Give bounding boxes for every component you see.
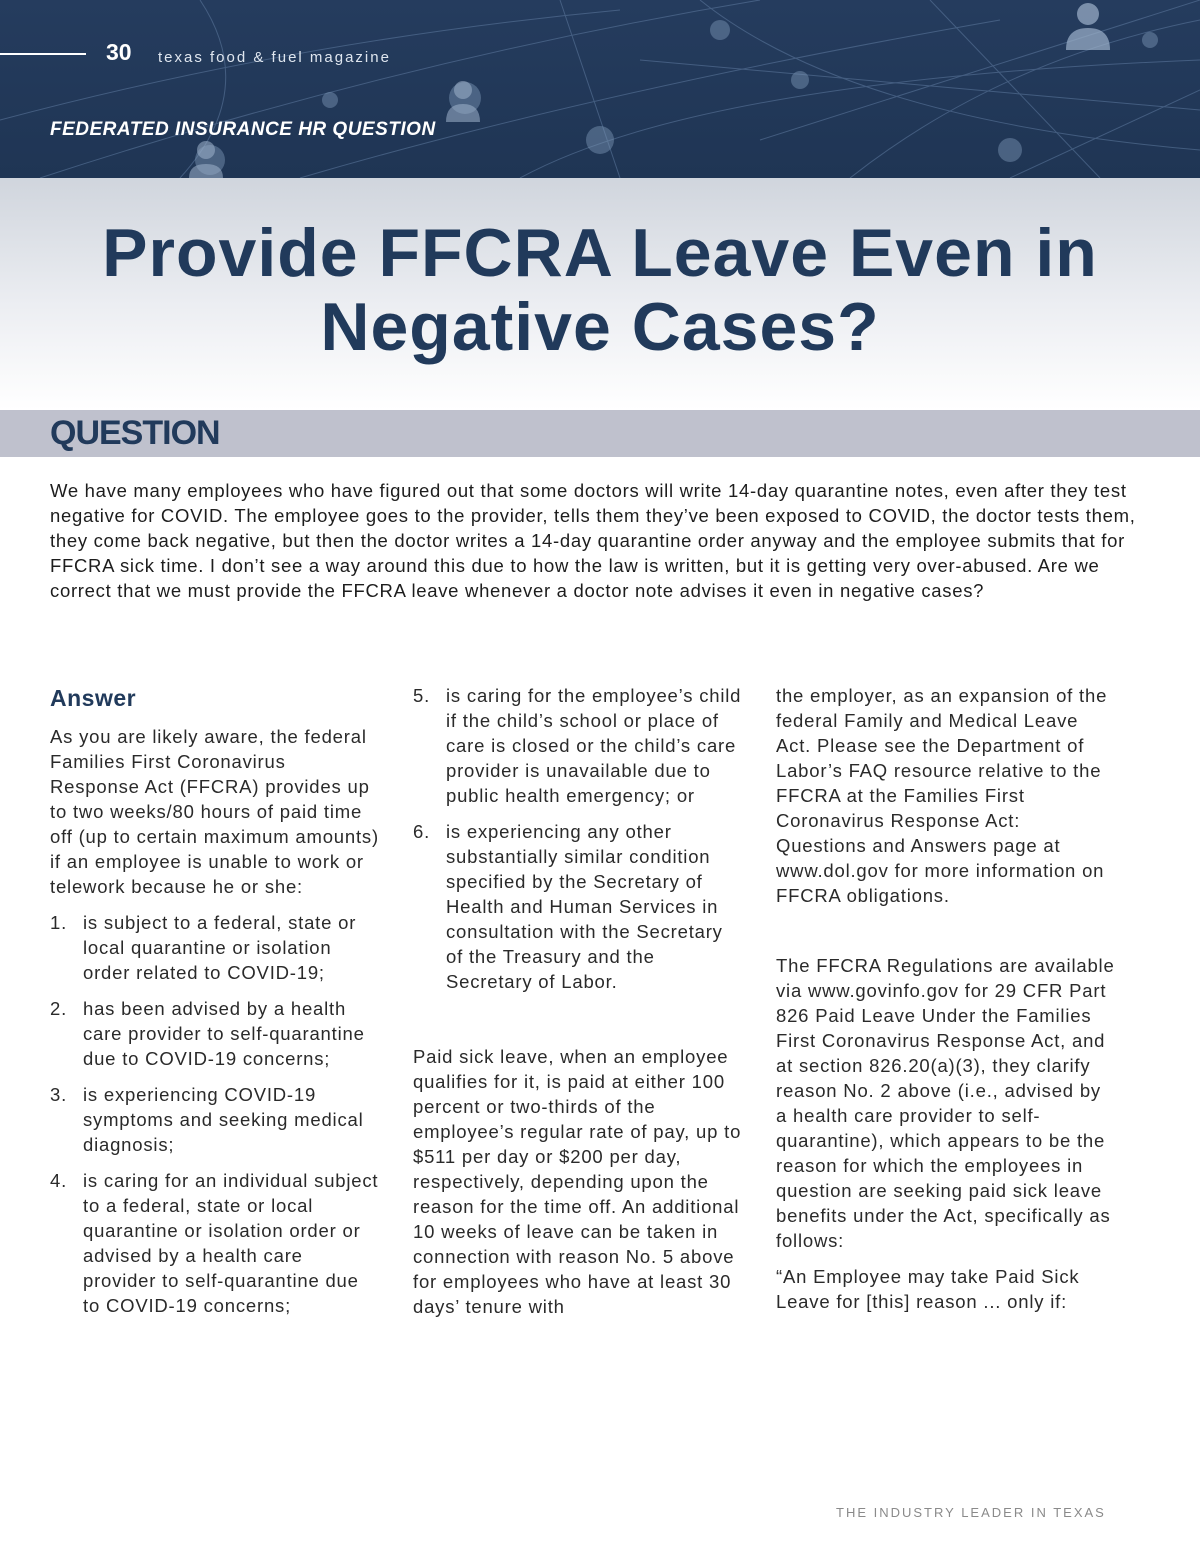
person-icon-group (189, 3, 1110, 178)
article-title: Provide FFCRA Leave Even in Negative Cases? (102, 215, 1098, 365)
list-item (50, 996, 380, 1071)
question-text: We have many employees who have figured out that some doctors will write 14-day quarantine notes, even after they test negative for COVID. The employee goes to the provider, tells them they’ve been exposed to COVID, the doctor tests them, they come back negative, but then the doctor writes a 14-day quarantine order anyway and the employee submits that for FFCRA sick time. I don’t see a way around this due to how the law is written, but it is getting very over-abused. Are we correct that we must provide the FFCRA leave whenever a doctor note advises it even in negative cases? (50, 480, 1136, 601)
header-rule (0, 53, 86, 55)
list-text: has been advised by a health care provider to self-quarantine due to COVID-19 concerns; (83, 998, 365, 1069)
section-kicker: FEDERATED INSURANCE HR QUESTION (50, 119, 436, 140)
list-text: is experiencing any other substantially similar condition specified by the Secretary of Health and Human Services in consultation with the Secretary of the Treasury and the Secretary of Labor. (446, 821, 723, 992)
answer-intro: As you are likely aware, the federal Families First Coronavirus Response Act (FFCRA) provides up to two weeks/80 hours of paid time off (up to certain maximum amounts) if an employee is unable to work or telework because he or she: (50, 726, 379, 897)
list-number: 3. (50, 1084, 68, 1105)
list-item (50, 1082, 380, 1157)
footer-tagline: THE INDUSTRY LEADER IN TEXAS (836, 1505, 1106, 1520)
continuation-paragraph: the employer, as an expansion of the federal Family and Medical Leave Act. Please see the Department of Labor’s FAQ resource relative to the FFCRA at the Families First Coronavirus Response Act: Questions and Answers page at www.dol.gov for more information on FFCRA obligations. (776, 685, 1108, 906)
list-number: 4. (50, 1170, 68, 1191)
reasons-list-continued (413, 683, 743, 994)
header-banner (0, 0, 1200, 178)
list-number: 2. (50, 998, 68, 1019)
paid-sick-leave-paragraph: Paid sick leave, when an employee qualifies for it, is paid at either 100 percent or two-thirds of the employee’s regular rate of pay, up to $511 per day or $200 per day, respectively, depending upon the reason for the time off. An additional 10 weeks of leave can be taken in connection with reason No. 5 above for employees who have at least 30 days’ tenure with (413, 1046, 742, 1317)
list-text: is caring for an individual subject to a federal, state or local quarantine or isolation order or advised by a health care provider to self-quarantine due to COVID-19 concerns; (83, 1170, 379, 1316)
regulations-paragraph: The FFCRA Regulations are available via www.govinfo.gov for 29 CFR Part 826 Paid Leave Under the Families First Coronavirus Response Act, and at section 826.20(a)(3), they clarify reason No. 2 above (i.e., advised by a health care provider to self-quarantine), which appears to be the reason for which the employees in question are seeking paid sick leave benefits under the Act, specifically as follows: (776, 955, 1115, 1251)
list-number: 5. (413, 685, 431, 706)
column-3 (776, 683, 1116, 1314)
list-item (50, 1168, 380, 1318)
question-label: QUESTION (50, 414, 220, 452)
magazine-name: texas food & fuel magazine (158, 49, 391, 66)
list-number: 1. (50, 912, 68, 933)
reasons-list (50, 910, 380, 1318)
list-text: is caring for the employee’s child if the child’s school or place of care is closed or the child’s care provider is unavailable due to public health emergency; or (446, 685, 742, 806)
column-1 (50, 683, 380, 1329)
list-text: is subject to a federal, state or local quarantine or isolation order related to COVID-19; (83, 912, 357, 983)
page-number: 30 (106, 39, 132, 65)
answer-heading: Answer (50, 685, 137, 711)
list-number: 6. (413, 821, 431, 842)
list-item (50, 910, 380, 985)
list-item (413, 819, 743, 994)
network-background-graphic (0, 0, 1200, 178)
list-text: is experiencing COVID-19 symptoms and seeking medical diagnosis; (83, 1084, 364, 1155)
quote-paragraph: “An Employee may take Paid Sick Leave for [this] reason ... only if: (776, 1266, 1080, 1312)
column-2 (413, 683, 743, 1319)
list-item (413, 683, 743, 808)
